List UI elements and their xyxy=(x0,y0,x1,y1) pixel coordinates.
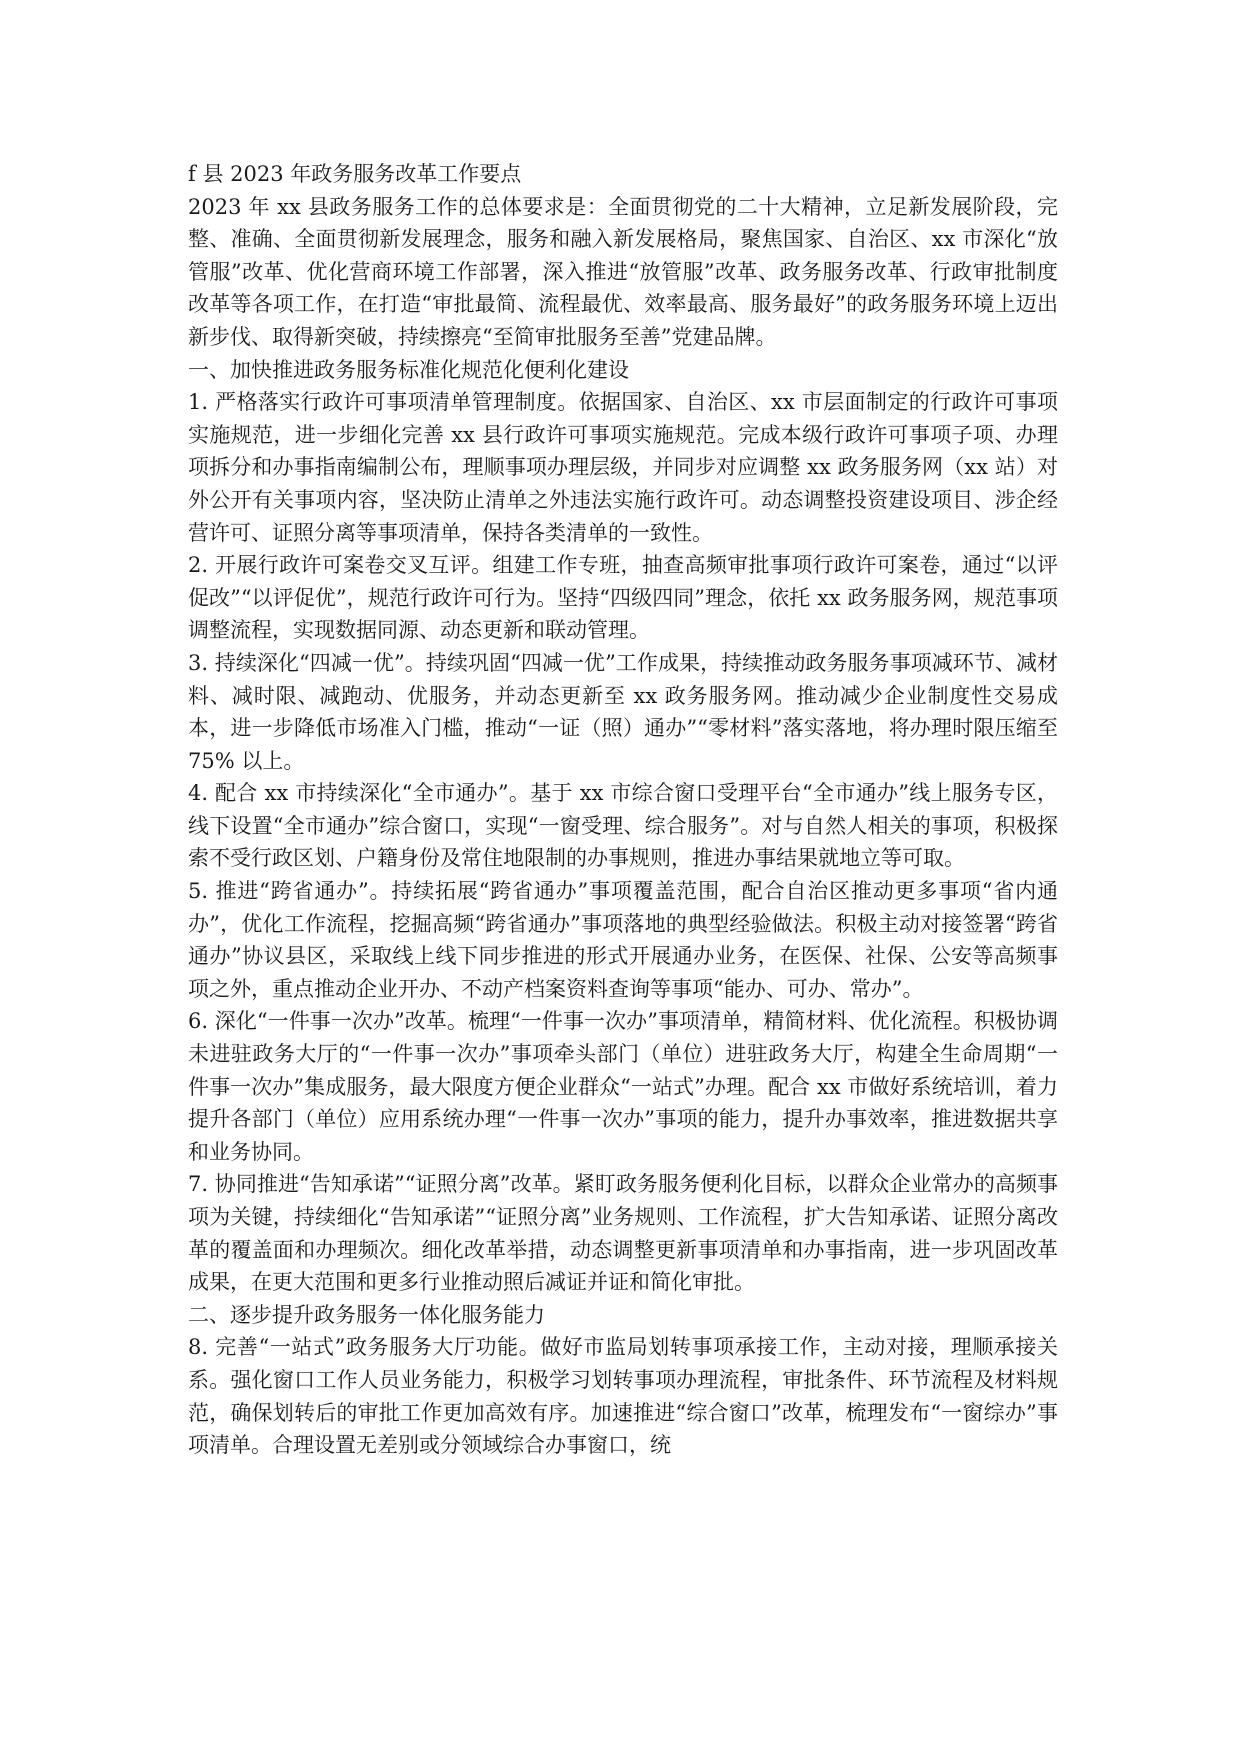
document-title: f 县 2023 年政务服务改革工作要点 xyxy=(188,162,522,186)
item-8-paragraph: 8. 完善“一站式”政务服务大厅功能。做好市监局划转事项承接工作，主动对接，理顺承接关系。强化窗口工作人员业务能力，积极学习划转事项办理流程，审批条件、环节流程及材料规范，确保划转后的审批工作更加高效有序。加速推进“综合窗口”改革，梳理发布“一窗综办”事项清单。合理设置无差别或分领域综合办事窗口，统 xyxy=(188,1335,1058,1458)
item-5-paragraph: 5. 推进“跨省通办”。持续拓展“跨省通办”事项覆盖范围，配合自治区推动更多事项“省内通办”，优化工作流程，挖掘高频“跨省通办”事项落地的典型经验做法。积极主动对接签署“跨省通办”协议县区，采取线上线下同步推进的形式开展通办业务，在医保、社保、公安等高频事项之外，重点推动企业开办、不动产档案资料查询等事项“能办、可办、常办”。 xyxy=(188,879,1058,1001)
item-7-paragraph: 7. 协同推进“告知承诺”“证照分离”改革。紧盯政务服务便利化目标，以群众企业常办的高频事项为关键，持续细化“告知承诺”“证照分离”业务规则、工作流程，扩大告知承诺、证照分离改革的覆盖面和办理频次。细化改革举措，动态调整更新事项清单和办事指南，进一步巩固改革成果，在更大范围和更多行业推动照后减证并证和简化审批。 xyxy=(188,1172,1058,1295)
item-4-paragraph: 4. 配合 xx 市持续深化“全市通办”。基于 xx 市综合窗口受理平台“全市通办”线上服务专区，线下设置“全市通办”综合窗口，实现“一窗受理、综合服务”。对与自然人相关的事项，积极探索不受行政区划、户籍身份及常住地限制的办事规则，推进办事结果就地立等可取。 xyxy=(188,781,1058,871)
item-1-paragraph: 1. 严格落实行政许可事项清单管理制度。依据国家、自治区、xx 市层面制定的行政许可事项实施规范，进一步细化完善 xx 县行政许可事项实施规范。完成本级行政许可事项子项、办理项拆分和办事指南编制公布，理顺事项办理层级，并同步对应调整 xx 政务服务网（xx 站）对外公开有关事项内容，坚决防止清单之外违法实施行政许可。动态调整投资建设项目、涉企经营许可、证照分离等事项清单，保持各类清单的一致性。 xyxy=(188,390,1058,545)
document-body xyxy=(188,158,1058,1462)
section-heading-2: 二、逐步提升政务服务一体化服务能力 xyxy=(188,1302,545,1327)
item-2-paragraph: 2. 开展行政许可案卷交叉互评。组建工作专班，抽查高频审批事项行政许可案卷，通过“以评促改”“以评促优”，规范行政许可行为。坚持“四级四同”理念，依托 xx 政务服务网，规范事项调整流程，实现数据同源、动态更新和联动管理。 xyxy=(188,553,1058,643)
item-6-paragraph: 6. 深化“一件事一次办”改革。梳理“一件事一次办”事项清单，精简材料、优化流程。积极协调未进驻政务大厅的“一件事一次办”事项牵头部门（单位）进驻政务大厅，构建全生命周期“一件事一次办”集成服务，最大限度方便企业群众“一站式”办理。配合 xx 市做好系统培训，着力提升各部门（单位）应用系统办理“一件事一次办”事项的能力，提升办事效率，推进数据共享和业务协同。 xyxy=(188,1009,1058,1164)
item-3-paragraph: 3. 持续深化“四减一优”。持续巩固“四减一优”工作成果，持续推动政务服务事项减环节、减材料、减时限、减跑动、优服务，并动态更新至 xx 政务服务网。推动减少企业制度性交易成本，进一步降低市场准入门槛，推动“一证（照）通办”“零材料”落实落地，将办理时限压缩至 75% 以上。 xyxy=(188,650,1058,773)
intro-paragraph: 2023 年 xx 县政务服务工作的总体要求是：全面贯彻党的二十大精神，立足新发展阶段，完整、准确、全面贯彻新发展理念，服务和融入新发展格局，聚焦国家、自治区、xx 市深化“放管服”改革、优化营商环境工作部署，深入推进“放管服”改革、政务服务改革、行政审批制度改革等各项工作，在打造“审批最简、流程最优、效率最高、服务最好”的政务服务环境上迈出新步伐、取得新突破，持续擦亮“至简审批服务至善”党建品牌。 xyxy=(188,194,1058,349)
section-heading-1: 一、加快推进政务服务标准化规范化便利化建设 xyxy=(188,357,629,382)
